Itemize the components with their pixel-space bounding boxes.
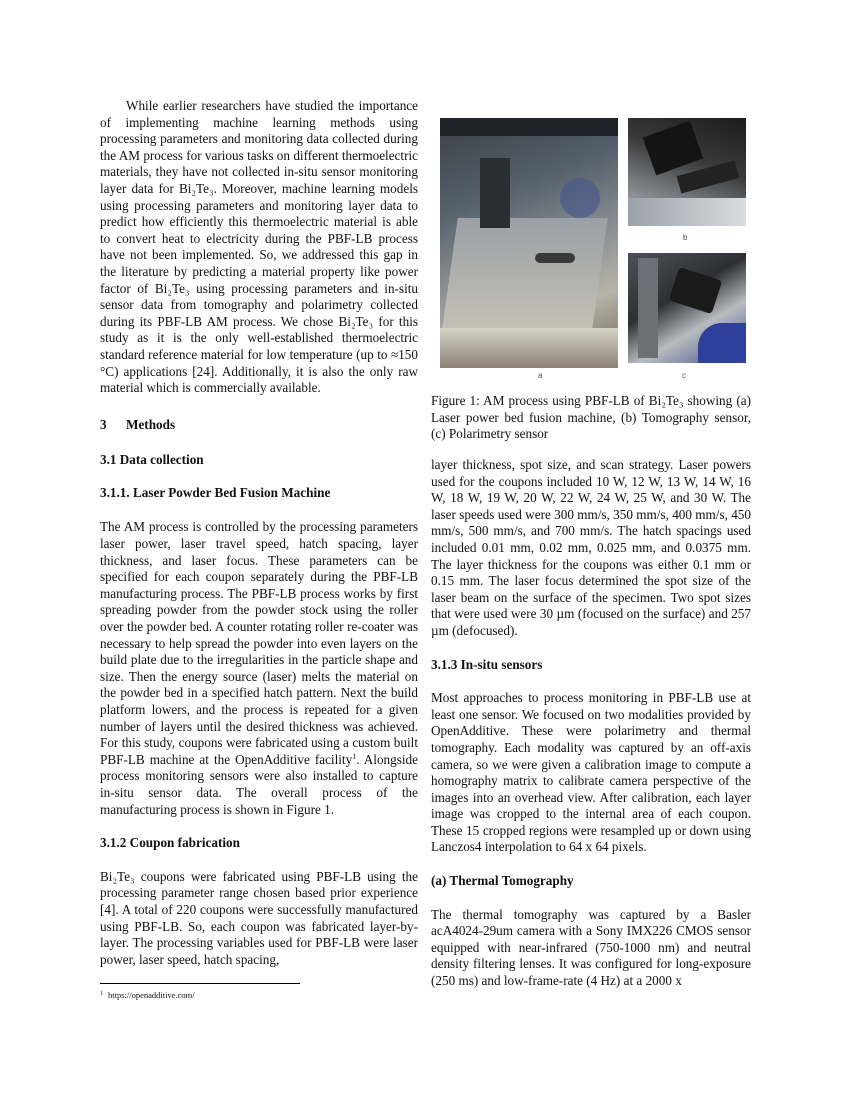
- section-title: Methods: [126, 416, 176, 432]
- section-number: 3: [100, 416, 107, 432]
- pbf-text-part-a: The AM process is controlled by the processing parameters laser power, laser travel speed, hatch spacing, layer thickness, and laser focus. These parameters can be specified for each coupon separately during the PBF-LB manufacturing process. The PBF-LB process works by first spreading powder from the powder stock using the roller over the powder bed. A counter rotating roller re-coater was necessary to help spread the powder into even layers on the build plate due to the irregularities in the particle shape and size. Then the energy source (laser) melts the material on the powder bed in a specified hatch pattern. Next the build platform lowers, and the process is repeated for a given number of layers until the desired thickness was achieved. For this study, coupons were fabricated using a custom built PBF-LB machine at the OpenAdditive facility: [100, 519, 418, 767]
- footnote-link[interactable]: https://openadditive.com/: [108, 990, 195, 1000]
- left-column: [100, 98, 418, 968]
- photo-pbf-machine: [440, 118, 618, 368]
- figure-caption: Figure 1: AM process using PBF-LB of Bi₂Te₃ showing (a) Laser power bed fusion machine, (b) Tomography sensor, (c) Polarimetry sensor: [431, 393, 751, 442]
- pbf-text-part-b: . Alongside process monitoring sensors were also installed to capture in-situ sensor data. The overall process of the manufacturing process is shown in Figure 1.: [100, 751, 418, 817]
- subsection-heading-pbf-machine: 3.1.1. Laser Powder Bed Fusion Machine: [100, 484, 331, 500]
- sensors-paragraph: Most approaches to process monitoring in PBF-LB use at least one sensor. We focused on two modalities provided by OpenAdditive. These were polarimetry and thermal tomography. Each modality was captured by an off-axis camera, so we were given a calibration image to compute a homography matrix to calibrate camera perspective of the images into an overhead view. After calibration, each layer image was cropped to the internal area of each coupon. These 15 cropped regions were resampled up or down using Lanczos4 interpolation to 64 x 64 pixels.: [431, 690, 751, 855]
- coupon-paragraph: Bi₂Te₃ coupons were fabricated using PBF-LB using the processing parameter range chosen based prior experience [4]. A total of 220 coupons were successfully manufactured using PBF-LB. So, each coupon was fabricated layer-by-layer. The processing variables used for PBF-LB were laser power, laser speed, hatch spacing,: [100, 868, 418, 967]
- section-heading-methods: [100, 417, 418, 434]
- figure-label-c: c: [682, 371, 686, 380]
- figure-label-b: b: [683, 233, 688, 242]
- subsection-heading-coupon-fabrication: 3.1.2 Coupon fabrication: [100, 835, 240, 851]
- intro-paragraph: While earlier researchers have studied the importance of implementing machine learning methods using processing parameters and monitoring data collected during the AM process for various tasks on different thermoelectric materials, they have not collected in-situ sensor monitoring layer data for Bi₂Te₃. Moreover, machine learning models using processing parameters and monitoring layer data to predict how efficiently this thermoelectric material is able to convert heat to electricity during the PBF-LB process have not been implemented. So, we addressed this gap in the literature by predicting a material property like power factor of Bi₂Te₃ using processing parameters and in-situ sensor data from tomography and polarimetry collected during its PBF-LB AM process. We chose Bi₂Te₃ for this study as it is the only well-established thermoelectric standard reference material for low temperature (up to ≈150 °C) applications [24]. Additionally, it is also the only raw material which is commercially available.: [100, 98, 418, 396]
- photo-polarimetry-sensor: [628, 253, 746, 363]
- subsection-heading-thermal-tomography: (a) Thermal Tomography: [431, 873, 574, 889]
- figure-label-a: a: [538, 371, 543, 380]
- right-column: [431, 457, 751, 990]
- figure-1: [440, 118, 746, 386]
- thermal-paragraph: The thermal tomography was captured by a Basler acA4024-29um camera with a Sony IMX226 CMOS sensor equipped with near-infrared (750-1000 nm) and neutral density filtering lenses. It was configured for long-exposure (250 ms) and low-frame-rate (4 Hz) at a 2000 x: [431, 906, 751, 989]
- footnote-divider: [100, 983, 300, 984]
- photo-tomography-sensor: [628, 118, 746, 226]
- parameters-paragraph: layer thickness, spot size, and scan strategy. Laser powers used for the coupons included 10 W, 12 W, 13 W, 14 W, 16 W, 18 W, 19 W, 20 W, 22 W, 24 W, 25 W, and 30 W. The laser speeds used were 300 mm/s, 350 mm/s, 400 mm/s, 450 mm/s, 500 mm/s, and 700 mm/s. The hatch spacings used included 0.01 mm, 0.02 mm, 0.025 mm, and 0.0375 mm. The layer thickness for the coupons was either 0.1 mm or 0.15 mm. The laser focus determined the spot size of the laser beam on the surface of the specimen. Two spot sizes that were used were 30 µm (focused on the surface) and 257 µm (defocused).: [431, 457, 751, 638]
- subsection-heading-data-collection: 3.1 Data collection: [100, 452, 204, 468]
- pbf-paragraph: [100, 519, 418, 818]
- footnote-reference: 1: [352, 751, 357, 761]
- subsection-heading-in-situ-sensors: 3.1.3 In-situ sensors: [431, 656, 543, 672]
- footnote-mark: 1: [100, 991, 103, 997]
- footnote: [100, 990, 195, 1000]
